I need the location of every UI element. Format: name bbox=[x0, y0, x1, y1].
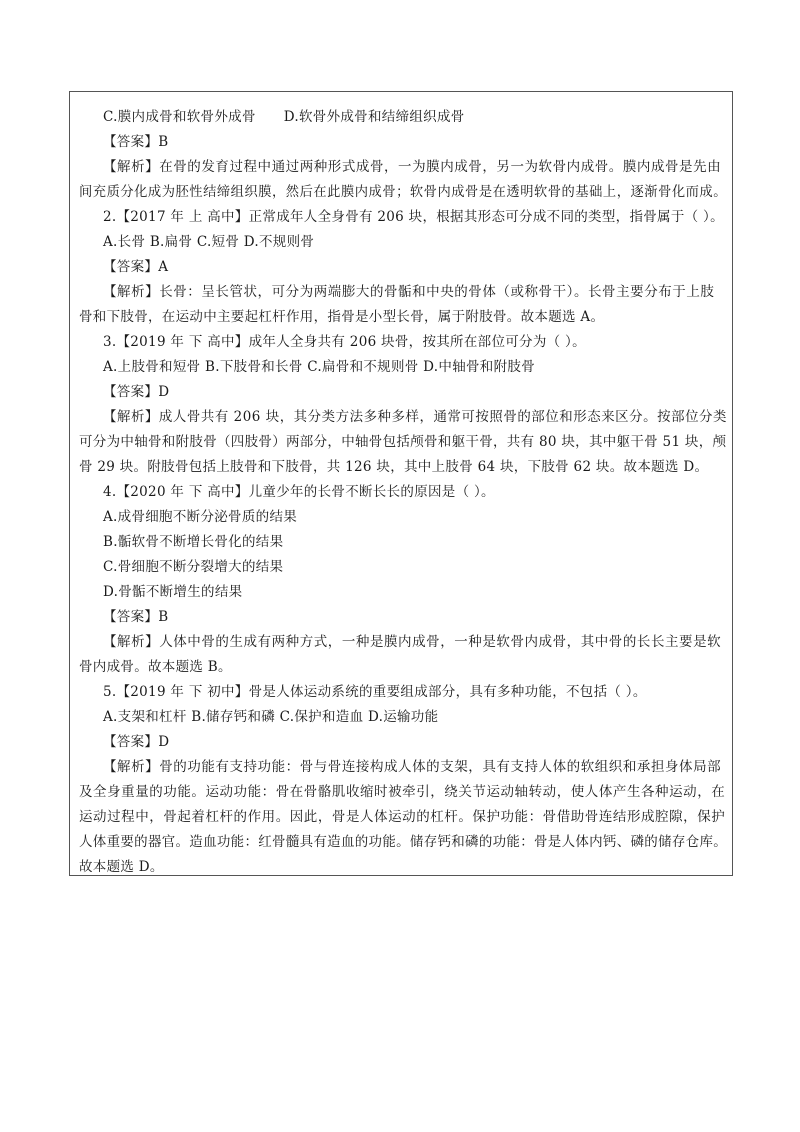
q5-analysis-line-1: 【解析】骨的功能有支持功能：骨与骨连接构成人体的支架，具有支持人体的软组织和承担身体局部 bbox=[103, 759, 722, 775]
q5-analysis-line-4: 人体重要的器官。造血功能：红骨髓具有造血的功能。储存钙和磷的功能：骨是人体内钙、磷的储存仓库。 bbox=[79, 834, 728, 850]
q3-options: A.上肢骨和短骨 B.下肢骨和长骨 C.扁骨和不规则骨 D.中轴骨和附肢骨 bbox=[103, 359, 535, 375]
q3-analysis-line-3: 骨 29 块。附肢骨包括上肢骨和下肢骨，共 126 块，其中上肢骨 64 块，下肢骨 62 块。故本题选 D。 bbox=[79, 459, 709, 475]
q2-analysis-line-1: 【解析】长骨：呈长管状，可分为两端膨大的骨骺和中央的骨体（或称骨干）。长骨主要分布于上肢 bbox=[103, 284, 715, 300]
q3-stem: 3.【2019 年 下 高中】成年人全身共有 206 块骨，按其所在部位可分为（ ）。 bbox=[103, 334, 586, 350]
q4-answer: 【答案】B bbox=[103, 609, 169, 625]
q1-option-d: D.软骨外成骨和结缔组织成骨 bbox=[283, 109, 465, 125]
q4-stem: 4.【2020 年 下 高中】儿童少年的长骨不断长长的原因是（ ）。 bbox=[103, 484, 495, 500]
q5-answer: 【答案】D bbox=[103, 734, 170, 750]
q5-stem: 5.【2019 年 下 初中】骨是人体运动系统的重要组成部分，具有多种功能，不包括（ ）。 bbox=[103, 684, 647, 700]
q3-answer: 【答案】D bbox=[103, 384, 170, 400]
q4-option-b: B.骺软骨不断增长骨化的结果 bbox=[103, 534, 284, 550]
q2-stem: 2.【2017 年 上 高中】正常成年人全身骨有 206 块，根据其形态可分成不同的类型，指骨属于（ ）。 bbox=[103, 209, 724, 225]
q5-options: A.支架和杠杆 B.储存钙和磷 C.保护和造血 D.运输功能 bbox=[103, 709, 439, 725]
q3-analysis-line-2: 可分为中轴骨和附肢骨（四肢骨）两部分，中轴骨包括颅骨和躯干骨，共有 80 块，其中躯干骨 51 块，颅 bbox=[79, 434, 727, 450]
q1-analysis-line-1: 【解析】在骨的发育过程中通过两种形式成骨，一为膜内成骨，另一为软骨内成骨。膜内成骨是先由 bbox=[103, 159, 722, 175]
q5-analysis-line-3: 运动过程中，骨起着杠杆的作用。因此，骨是人体运动的杠杆。保护功能：骨借助骨连结形成腔隙，保护 bbox=[79, 809, 726, 825]
q4-analysis-line-2: 骨内成骨。故本题选 B。 bbox=[79, 659, 232, 675]
q4-option-a: A.成骨细胞不断分泌骨质的结果 bbox=[103, 509, 298, 525]
q5-analysis-line-5: 故本题选 D。 bbox=[79, 859, 164, 875]
q2-options: A.长骨 B.扁骨 C.短骨 D.不规则骨 bbox=[103, 234, 315, 250]
q4-option-c: C.骨细胞不断分裂增大的结果 bbox=[103, 559, 284, 575]
q1-analysis-line-2: 间充质分化成为胚性结缔组织膜，然后在此膜内成骨；软骨内成骨是在透明软骨的基础上，逐渐骨化而成。 bbox=[79, 184, 728, 200]
q5-analysis-line-2: 及全身重量的功能。运动功能：骨在骨骼肌收缩时被牵引，绕关节运动轴转动，使人体产生各种运动，在 bbox=[79, 784, 726, 800]
q1-options-line bbox=[103, 109, 465, 125]
q4-option-d: D.骨骺不断增生的结果 bbox=[103, 584, 243, 600]
q2-analysis-line-2: 骨和下肢骨，在运动中主要起杠杆作用，指骨是小型长骨，属于附肢骨。故本题选 A。 bbox=[79, 309, 605, 325]
q2-answer: 【答案】A bbox=[103, 259, 169, 275]
q1-answer: 【答案】B bbox=[103, 134, 169, 150]
q1-option-c: C.膜内成骨和软骨外成骨 bbox=[103, 109, 256, 125]
q3-analysis-line-1: 【解析】成人骨共有 206 块，其分类方法多种多样，通常可按照骨的部位和形态来区分。按部位分类 bbox=[103, 409, 728, 425]
q4-analysis-line-1: 【解析】人体中骨的生成有两种方式，一种是膜内成骨，一种是软骨内成骨，其中骨的长长主要是软 bbox=[103, 634, 722, 650]
